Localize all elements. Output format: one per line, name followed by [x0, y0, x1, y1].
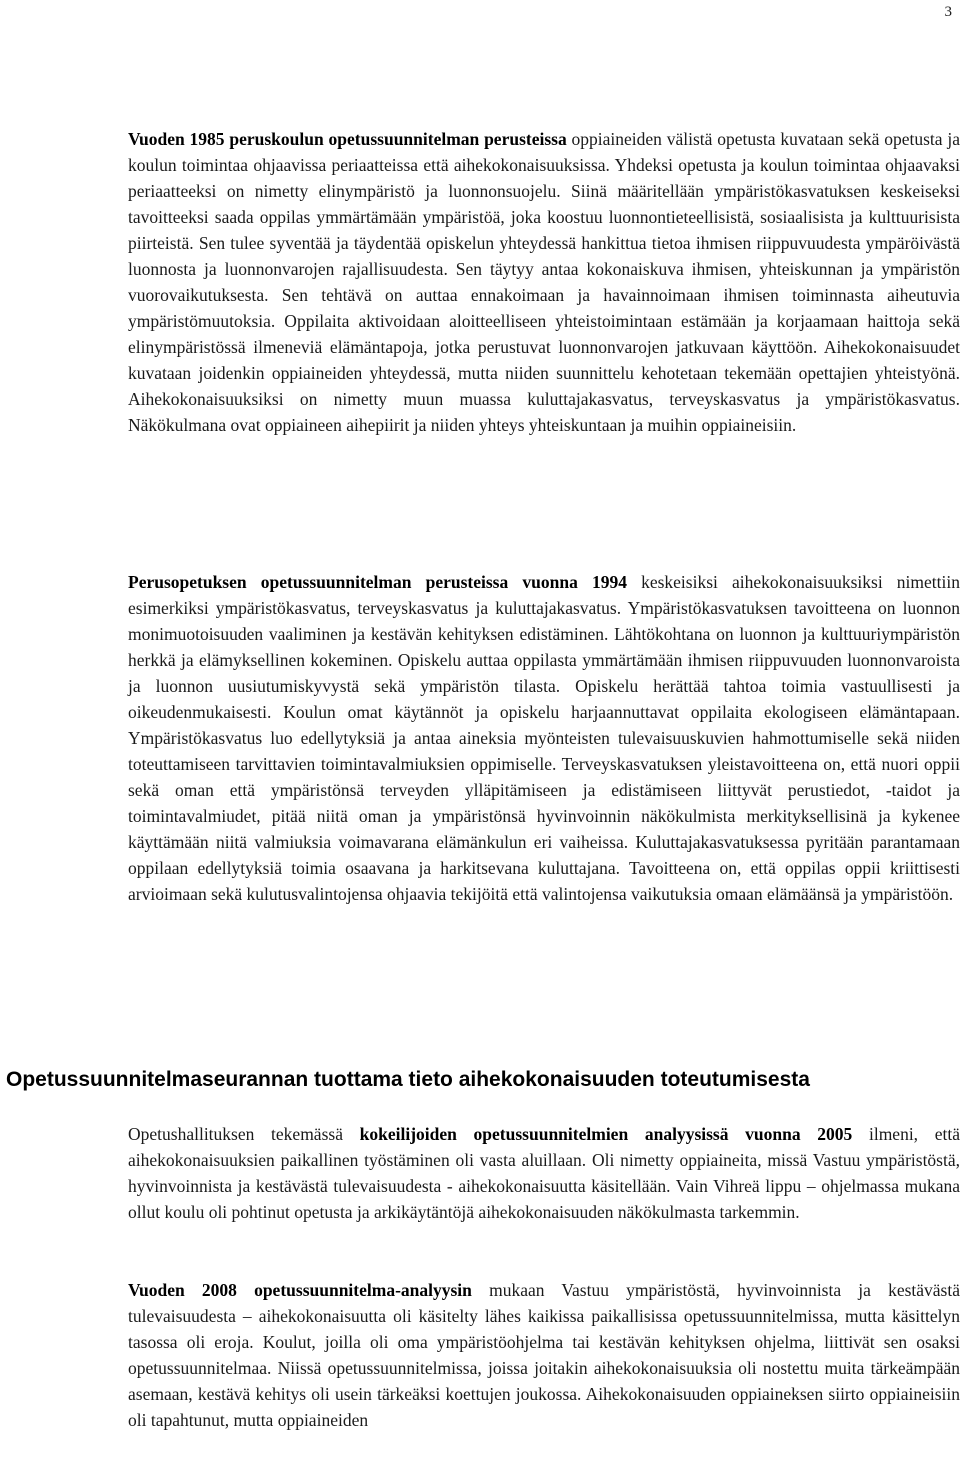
paragraph-text: mukaan Vastuu ympäristöstä, hyvinvoinnista ja kestävästä tulevaisuudesta – aihekokonaisuutta oli käsitelty lähes kaikissa paikallisissa opetussuunnitelmissa, mutta käsittelyn tasossa oli eroja. Koulut, joilla oli oma ympäristöohjelma tai kestävän kehityksen ohjelma, liittivät sen osaksi opetussuunnitelmaa. Niissä opetussuunnitelmissa, joissa joitakin aihekokonaisuuksia oli nostettu muita tärkeämpään asemaan, kestävä kehitys oli usein tärkeäksi koettujen joukossa. Aihekokonaisuuden oppiaineksen siirto oppiaineisiin oli tapahtunut, mutta oppiaineiden: [128, 1280, 960, 1430]
page-number: 3: [944, 4, 952, 20]
paragraph-text: oppiaineiden välistä opetusta kuvataan sekä opetusta ja koulun toimintaa ohjaavissa periaatteissa että aihekokonaisuuksissa. Yhdeksi opetusta ja koulun toimintaa ohjaavaksi periaatteeksi on nimetty elinympäristö ja luonnonsuojelu. Siinä määritellään ympäristökasvatuksen keskeiseksi tavoitteeksi saada oppilas ymmärtämään ympäristöä, joka koostuu luonnontieteellisistä, sosiaalisista ja kulttuurisista piirteistä. Sen tulee syventää ja täydentää opiskelun yhteydessä hankittua tietoa ihmisen riippuvuudesta ympäröivästä luonnosta ja luonnonvarojen rajallisuudesta. Sen täytyy antaa kokonaiskuva ihmisen, yhteiskunnan ja ympäristön vuorovaikutuksesta. Sen tehtävä on auttaa ennakoimaan ja havainnoimaan ihmisen toiminnasta aiheutuvia ympäristömuutoksia. Oppilaita aktivoidaan aloitteelliseen yhteistoimintaan estämään ja korjaamaan haittoja sekä elinympäristössä ilmeneviä elämäntapoja, jotka perustuvat luonnonvarojen jatkuvaan käyttöön. Aihekokonaisuudet kuvataan joidenkin oppiaineiden yhteydessä, mutta niiden suunnittelu kehotetaan tekemään opettajien yhteistyönä. Aihekokonaisuuksiksi on nimetty muun muassa kuluttajakasvatus, terveyskasvatus ja ympäristökasvatus. Näkökulmana ovat oppiaineen aihepiirit ja niiden yhteys yhteiskuntaan ja muihin oppiaineisiin.: [128, 129, 960, 435]
paragraph-1994-curriculum: [128, 569, 960, 907]
paragraph-text-pre: Opetushallituksen tekemässä: [128, 1124, 360, 1144]
paragraph-bold-phrase: kokeilijoiden opetussuunnitelmien analyysissä vuonna 2005: [359, 1124, 853, 1144]
paragraph-text: keskeisiksi aihekokonaisuuksiksi nimettiin esimerkiksi ympäristökasvatus, terveyskasvatus ja kuluttajakasvatus. Ympäristökasvatuksen tavoitteena on luonnon monimuotoisuuden vaaliminen ja kestävän kehityksen edistäminen. Lähtökohtana on luonnon ja kulttuuriympäristön herkkä ja elämyksellinen kokeminen. Opiskelu auttaa oppilasta ymmärtämään ihmisen riippuvuuden luonnonvaroista ja luonnon uusiutumiskyvystä sekä ympäristön tilasta. Opiskelu herättää tahtoa toimia vastuullisesti ja oikeudenmukaisesti. Koulun omat käytännöt ja opiskelu harjaannuttavat oppilaita ekologiseen elämäntapaan. Ympäristökasvatus luo edellytyksiä ja antaa aineksia myönteisten tulevaisuuskuvien hahmottumiselle sekä niiden toteuttamiseen tarvittavien toimintavalmiuksien oppimiselle. Terveyskasvatuksen yleistavoitteena on, että nuori oppii sekä oman että ympäristönsä terveyden ylläpitämiseen ja edistämiseen liittyvät perustiedot, -taidot ja toimintavalmiudet, pitää niitä oman ja ympäristönsä hyvinvoinnin näkökulmista merkityksellisinä ja kykenee käyttämään niitä valmiuksia voimavarana elämänkulun eri vaiheissa. Kuluttajakasvatuksessa pyritään parantamaan oppilaan edellytyksiä toimia osaavana ja harkitsevana kuluttajana. Tavoitteena on, että oppilas oppii kriittisesti arvioimaan sekä kulutusvalintojensa ohjaavia tekijöitä että valintojensa vaikutuksia omaan elämäänsä ja ympäristöön.: [128, 572, 960, 904]
paragraph-bold-lead: Perusopetuksen opetussuunnitelman perusteissa vuonna 1994: [128, 572, 627, 592]
section-heading: Opetussuunnitelmaseurannan tuottama tieto aihekokonaisuuden toteutumisesta: [6, 1068, 810, 1091]
paragraph-2008-analysis: [128, 1277, 960, 1433]
paragraph-text: ilmeni, että aihekokonaisuuksien paikallinen työstäminen oli vasta aluillaan. Oli nimetty oppiaineita, missä Vastuu ympäristöstä, hyvinvoinnista ja kestävästä tulevaisuudesta - aihekokonaisuutta käsitellään. Vain Vihreä lippu – ohjelmassa mukana ollut koulu oli pohtinut opetusta ja arkikäytäntöjä aihekokonaisuuden näkökulmasta tarkemmin.: [128, 1124, 960, 1222]
paragraph-2005-analysis: [128, 1121, 960, 1225]
paragraph-bold-lead: Vuoden 1985 peruskoulun opetussuunnitelman perusteissa: [128, 129, 567, 149]
paragraph-1985-curriculum: [128, 126, 960, 438]
paragraph-bold-lead: Vuoden 2008 opetussuunnitelma-analyysin: [128, 1280, 472, 1300]
